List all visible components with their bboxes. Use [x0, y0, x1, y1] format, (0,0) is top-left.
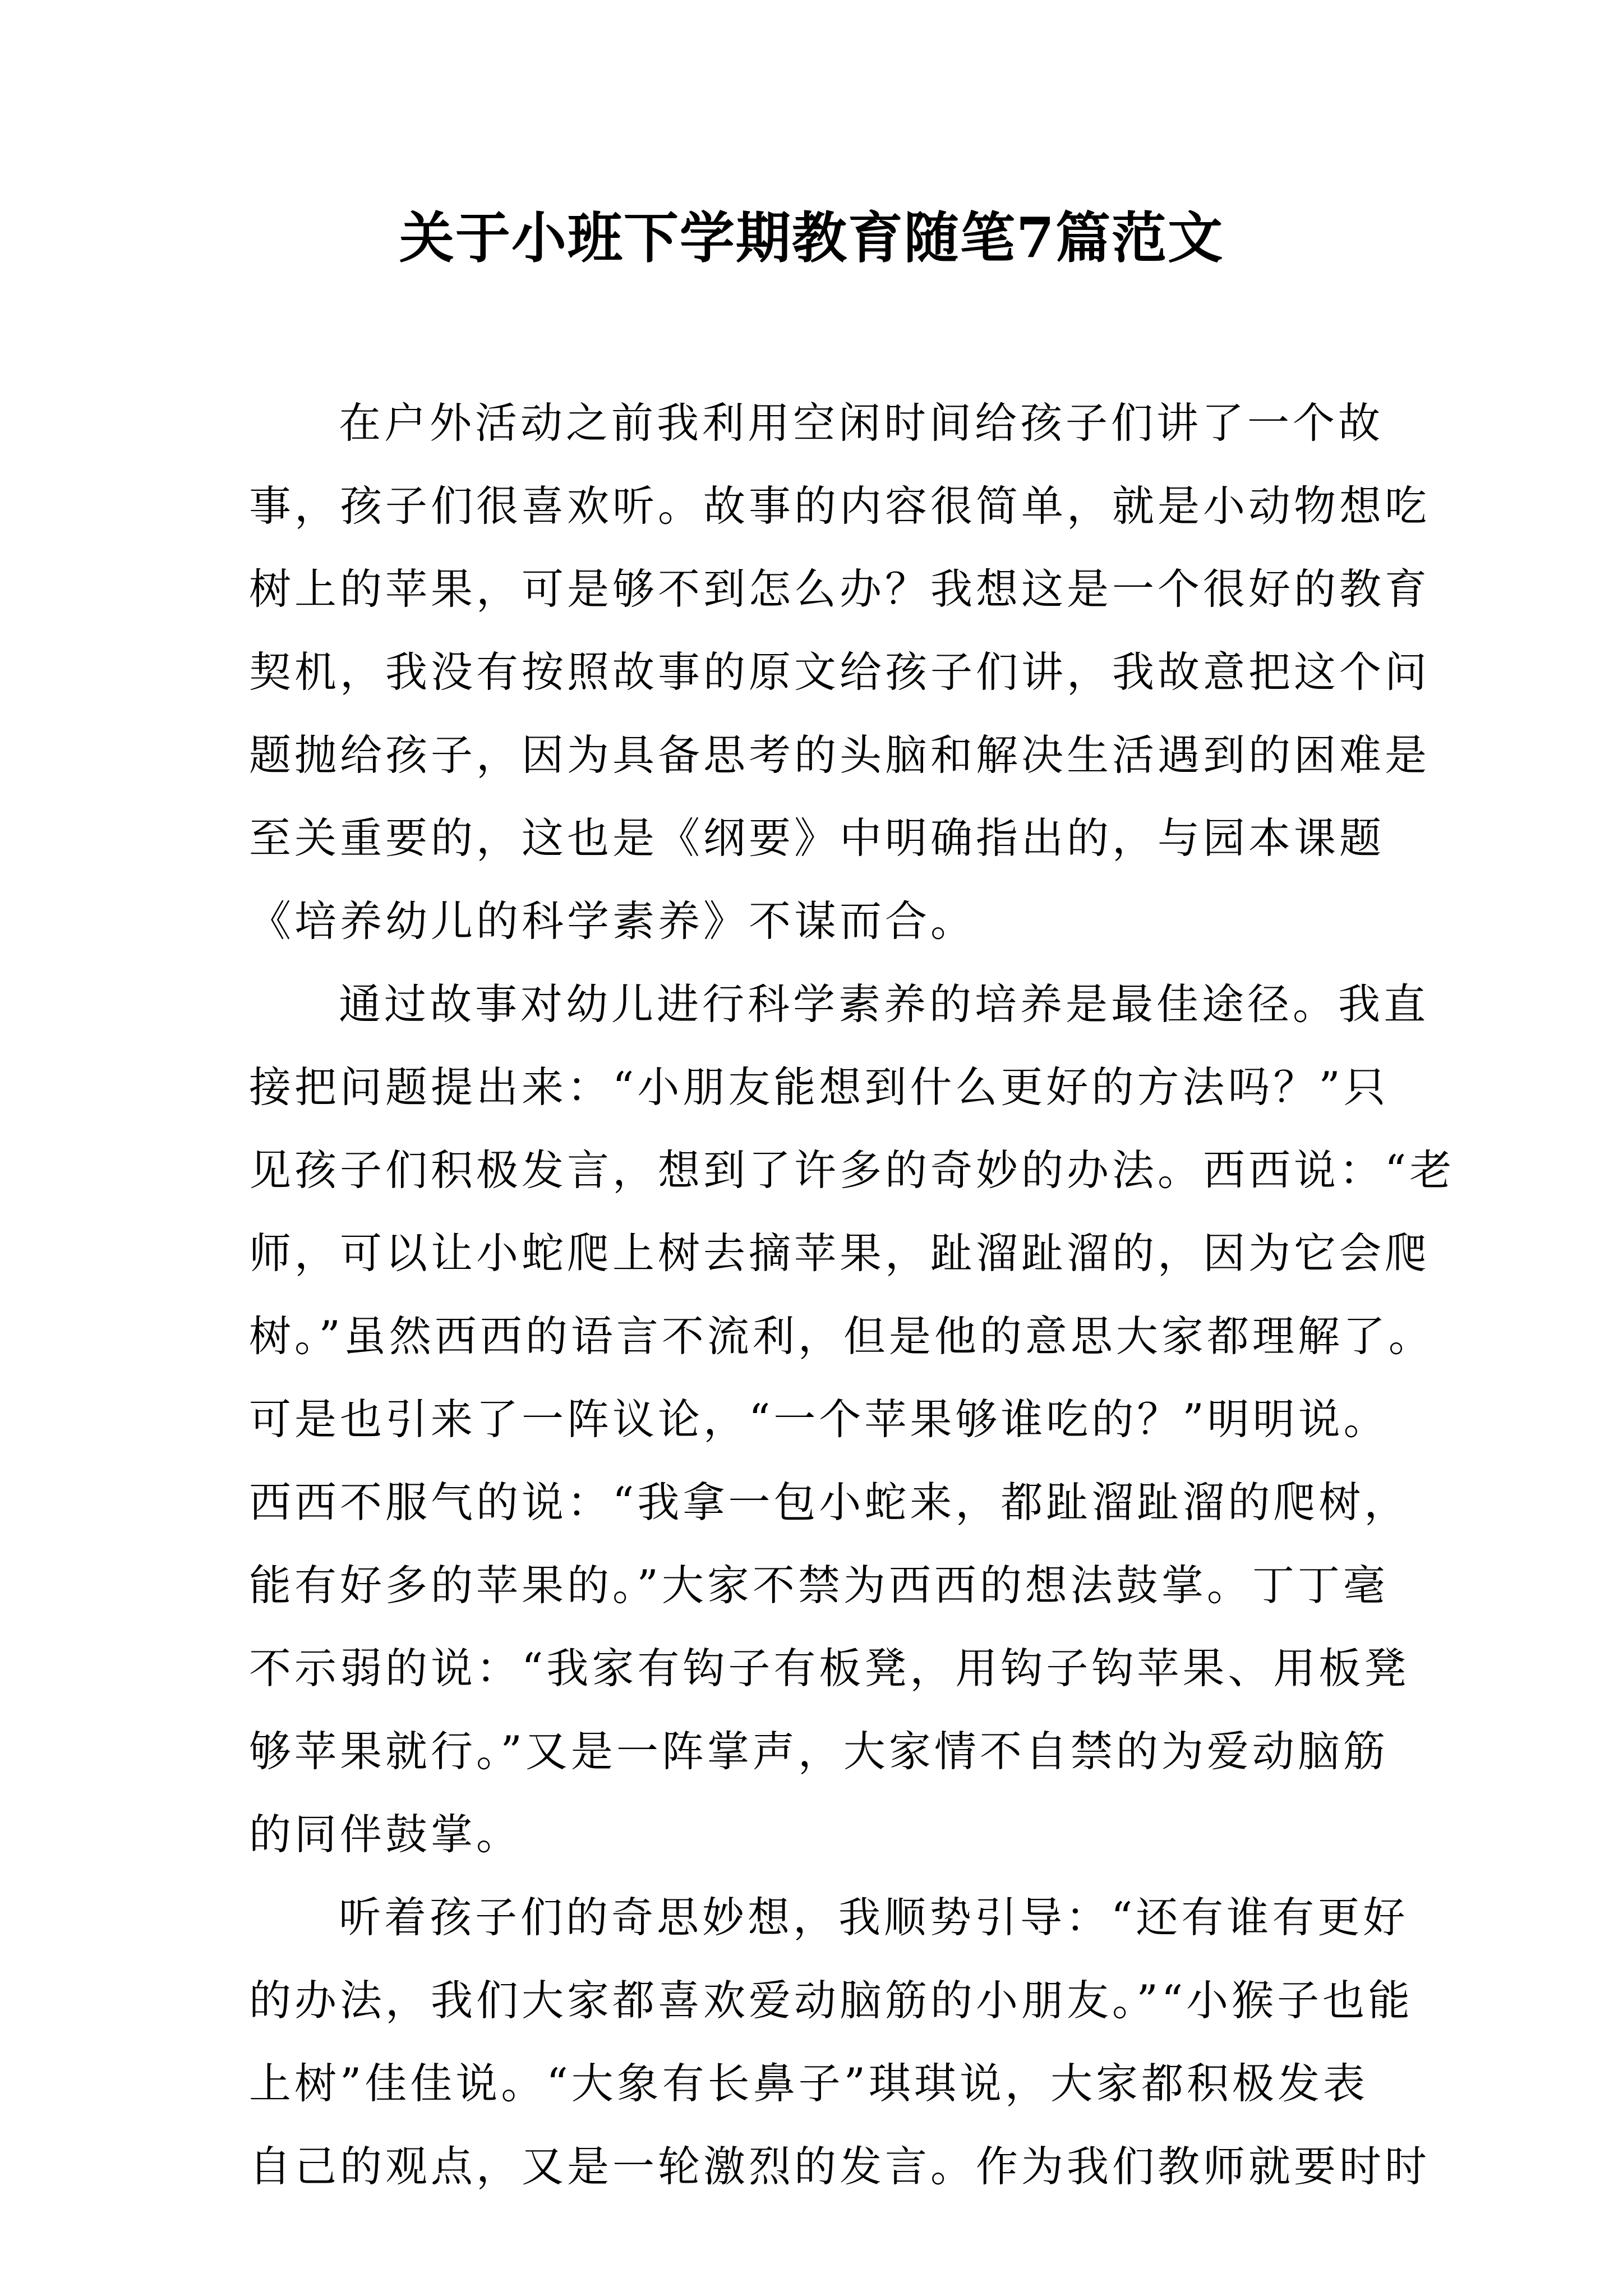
- text-line: 见孩子们积极发言，想到了许多的奇妙的办法。西西说：“老: [249, 1145, 1455, 1195]
- text-line: 在户外活动之前我利用空闲时间给孩子们讲了一个故: [339, 398, 1384, 448]
- text-line: 树上的苹果，可是够不到怎么办？我想这是一个很好的教育: [249, 564, 1431, 614]
- paragraph-2: [249, 963, 1455, 1876]
- text-line: 上树”佳佳说。“大象有长鼻子”琪琪说，大家都积极发表: [249, 2059, 1369, 2108]
- text-line: 不示弱的说：“我家有钩子有板凳，用钩子钩苹果、用板凳: [249, 1644, 1410, 1693]
- document-title: 关于小班下学期教育随笔7篇范文: [399, 206, 1224, 270]
- text-line: 树。”虽然西西的语言不流利，但是他的意思大家都理解了。: [249, 1312, 1434, 1361]
- text-line: 可是也引来了一阵议论，“一个苹果够谁吃的？”明明说。: [249, 1395, 1389, 1444]
- text-line: 事，孩子们很喜欢听。故事的内容很简单，就是小动物想吃: [249, 481, 1431, 531]
- text-line: 题抛给孩子，因为具备思考的头脑和解决生活遇到的困难是: [249, 730, 1431, 780]
- paragraph-1: [249, 381, 1431, 963]
- paragraph-3: [249, 1876, 1431, 2208]
- text-line: 听着孩子们的奇思妙想，我顺势引导：“还有谁有更好: [339, 1893, 1409, 1942]
- text-line: 契机，我没有按照故事的原文给孩子们讲，我故意把这个问: [249, 647, 1431, 697]
- text-line: 通过故事对幼儿进行科学素养的培养是最佳途径。我直: [339, 979, 1430, 1029]
- text-line: 能有好多的苹果的。”大家不禁为西西的想法鼓掌。丁丁毫: [249, 1561, 1389, 1610]
- text-line: 接把问题提出来：“小朋友能想到什么更好的方法吗？”只: [249, 1062, 1389, 1112]
- text-line: 的办法，我们大家都喜欢爱动脑筋的小朋友。”“小猴子也能: [249, 1976, 1414, 2025]
- text-line: 至关重要的，这也是《纲要》中明确指出的，与园本课题: [249, 813, 1385, 863]
- text-line: 师，可以让小蛇爬上树去摘苹果，趾溜趾溜的，因为它会爬: [249, 1228, 1431, 1278]
- text-line: 《培养幼儿的科学素养》不谋而合。: [249, 896, 976, 946]
- text-line: 的同伴鼓掌。: [249, 1810, 522, 1859]
- text-line: 自己的观点，又是一轮激烈的发言。作为我们教师就要时时: [249, 2142, 1431, 2191]
- text-line: 够苹果就行。”又是一阵掌声，大家情不自禁的为爱动脑筋: [249, 1727, 1389, 1776]
- document-body: [249, 381, 1455, 2208]
- text-line: 西西不服气的说：“我拿一包小蛇来，都趾溜趾溜的爬树，: [249, 1478, 1410, 1527]
